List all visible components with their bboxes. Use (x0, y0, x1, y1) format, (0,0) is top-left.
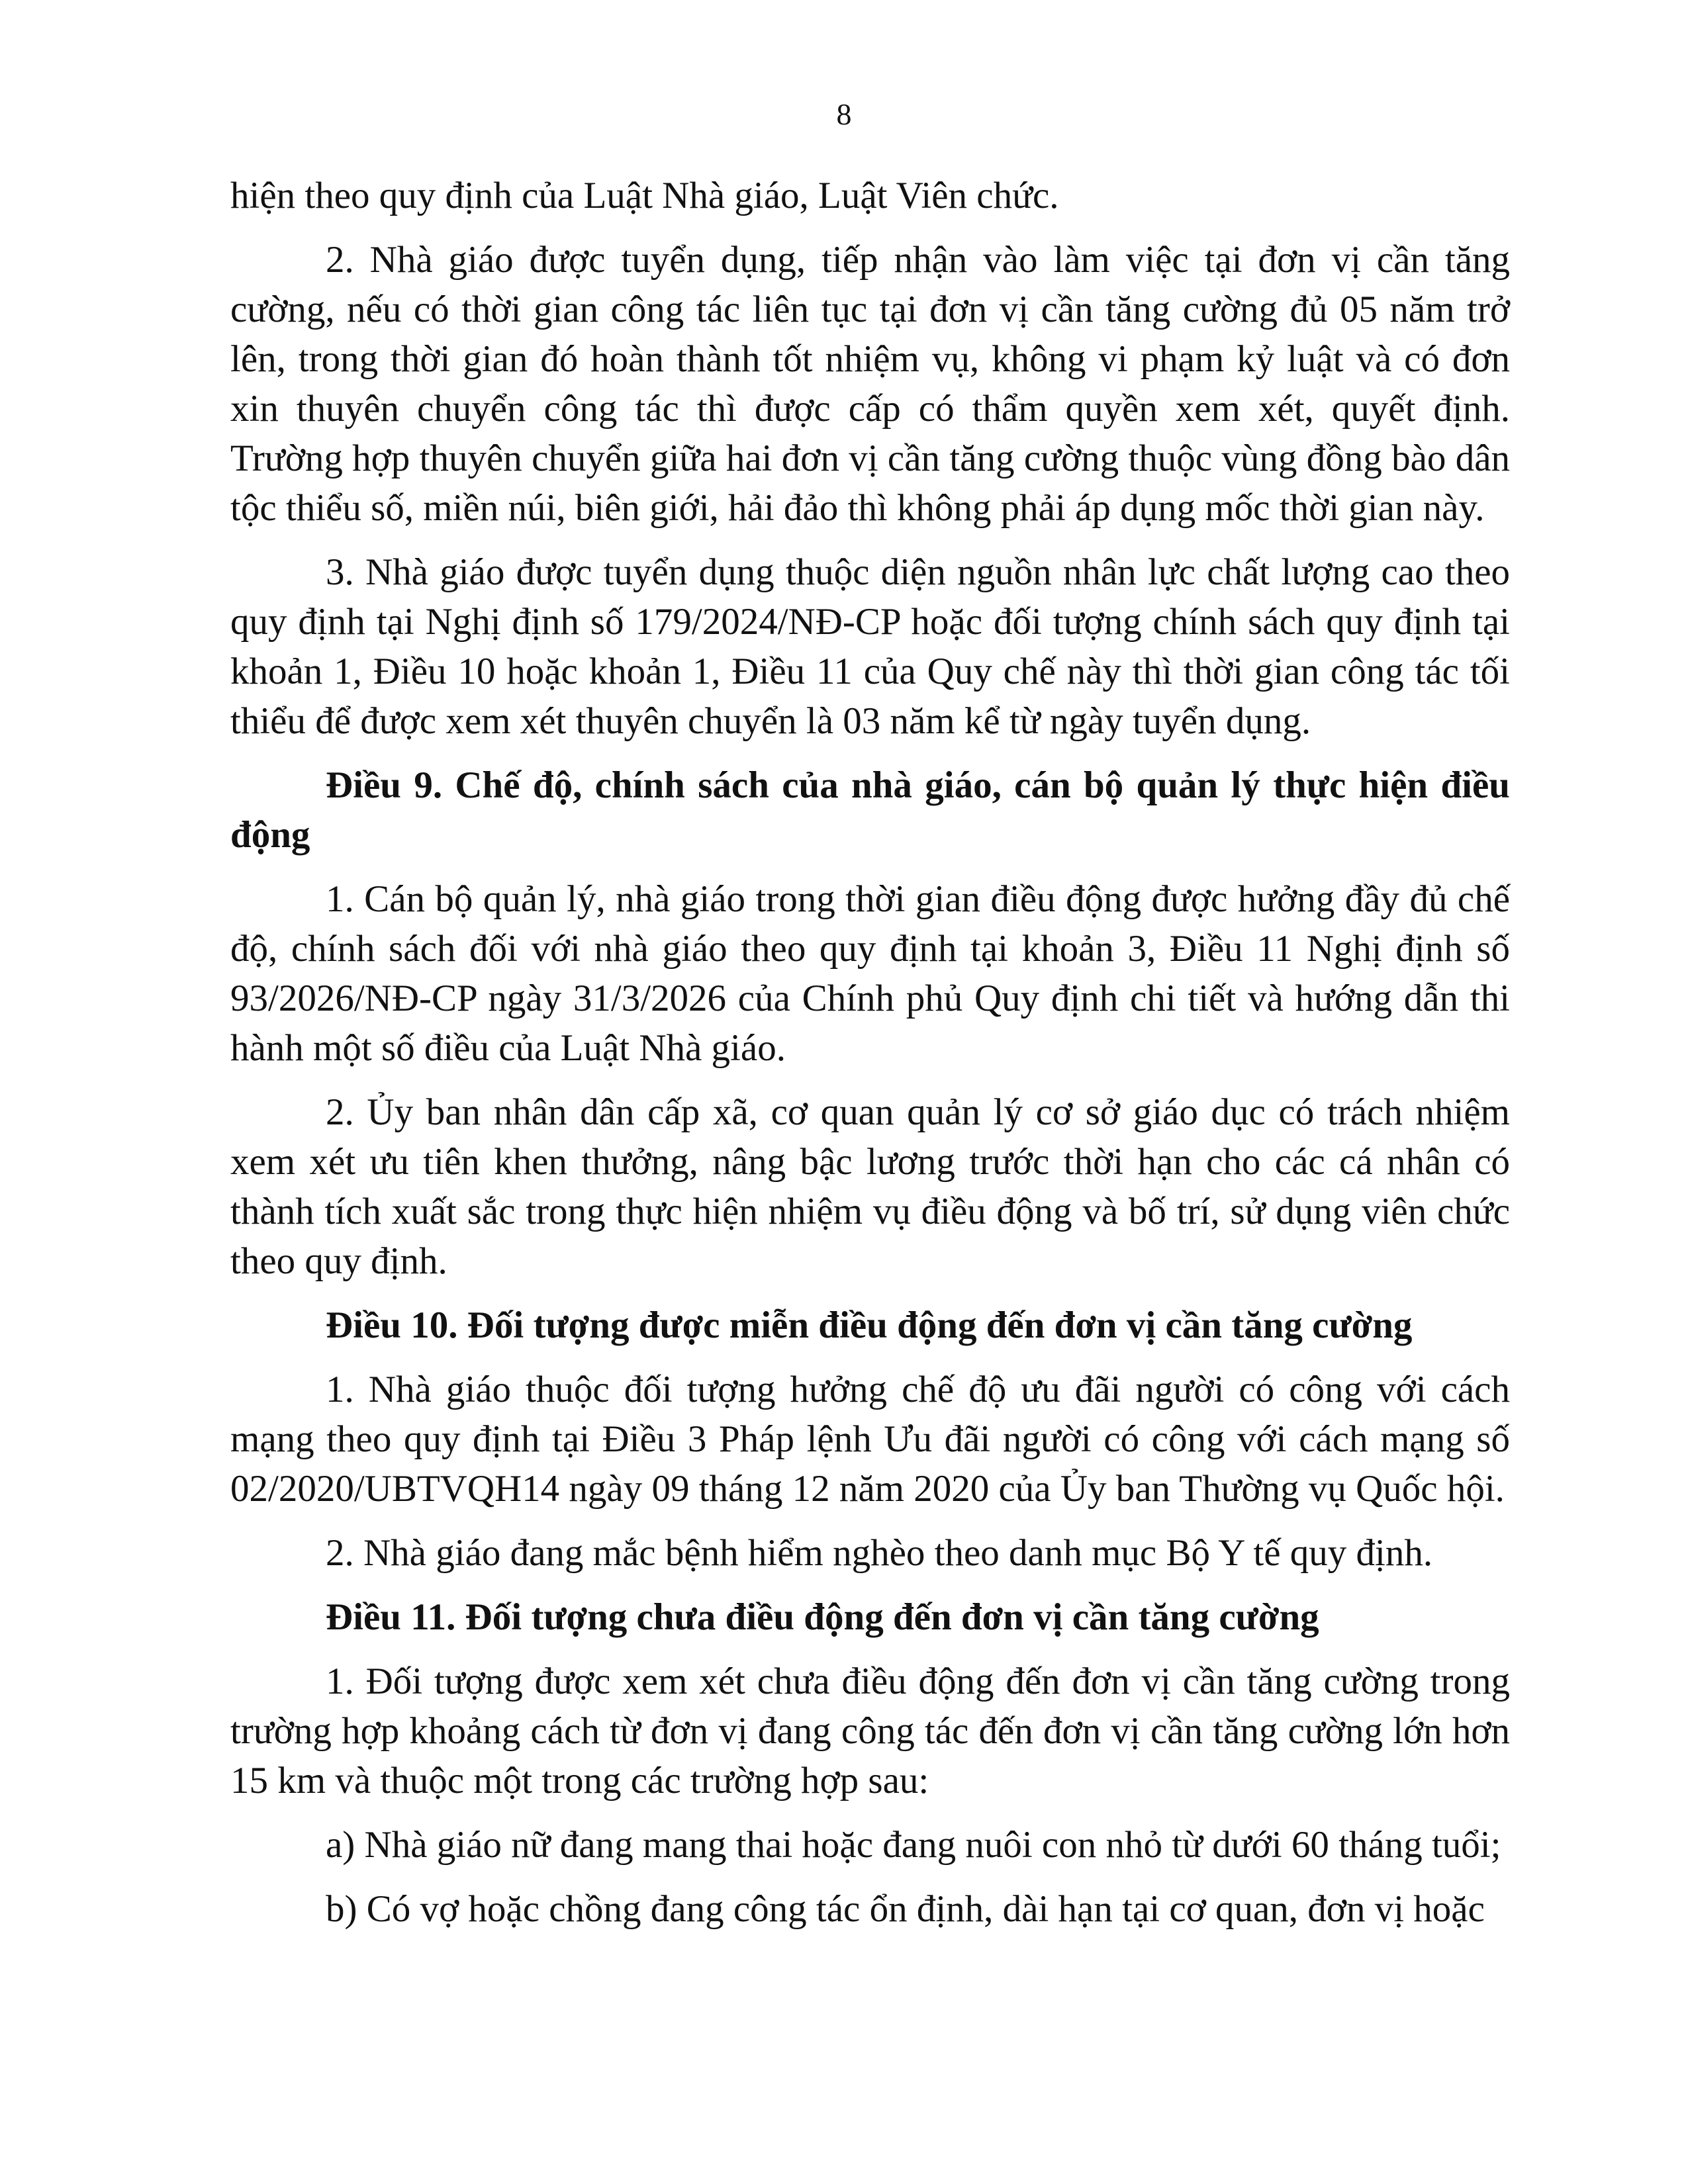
article-9-heading: Điều 9. Chế độ, chính sách của nhà giáo, cán bộ quản lý thực hiện điều động (230, 764, 1510, 856)
article-11-heading: Điều 11. Đối tượng chưa điều động đến đơn vị cần tăng cường (326, 1596, 1319, 1638)
article-11-item-a: a) Nhà giáo nữ đang mang thai hoặc đang nuôi con nhỏ từ dưới 60 tháng tuổi; (326, 1824, 1501, 1866)
paragraph-clause-3: 3. Nhà giáo được tuyển dụng thuộc diện nguồn nhân lực chất lượng cao theo quy định tại Nghị định số 179/2024/NĐ-CP hoặc đối tượng chính sách quy định tại khoản 1, Điều 10 hoặc khoản 1, Điều 11 của Quy chế này thì thời gian công tác tối thiểu để được xem xét thuyên chuyển là 03 năm kể từ ngày tuyển dụng. (230, 551, 1510, 742)
article-11-item-b: b) Có vợ hoặc chồng đang công tác ổn định, dài hạn tại cơ quan, đơn vị hoặc (326, 1888, 1485, 1930)
page-number: 8 (836, 97, 852, 131)
article-9-clause-2: 2. Ủy ban nhân dân cấp xã, cơ quan quản lý cơ sở giáo dục có trách nhiệm xem xét ưu tiên khen thưởng, nâng bậc lương trước thời hạn cho các cá nhân có thành tích xuất sắc trong thực hiện nhiệm vụ điều động và bố trí, sử dụng viên chức theo quy định. (230, 1091, 1510, 1282)
document-body (230, 171, 1510, 1948)
paragraph-continuation: hiện theo quy định của Luật Nhà giáo, Luật Viên chức. (230, 175, 1059, 216)
article-10-clause-1: 1. Nhà giáo thuộc đối tượng hưởng chế độ ưu đãi người có công với cách mạng theo quy định tại Điều 3 Pháp lệnh Ưu đãi người có công với cách mạng số 02/2020/UBTVQH14 ngày 09 tháng 12 năm 2020 của Ủy ban Thường vụ Quốc hội. (230, 1369, 1510, 1510)
paragraph-clause-2: 2. Nhà giáo được tuyển dụng, tiếp nhận vào làm việc tại đơn vị cần tăng cường, nếu có thời gian công tác liên tục tại đơn vị cần tăng cường đủ 05 năm trở lên, trong thời gian đó hoàn thành tốt nhiệm vụ, không vi phạm kỷ luật và có đơn xin thuyên chuyển công tác thì được cấp có thẩm quyền xem xét, quyết định. Trường hợp thuyên chuyển giữa hai đơn vị cần tăng cường thuộc vùng đồng bào dân tộc thiểu số, miền núi, biên giới, hải đảo thì không phải áp dụng mốc thời gian này. (230, 239, 1510, 529)
article-11-clause-1: 1. Đối tượng được xem xét chưa điều động đến đơn vị cần tăng cường trong trường hợp khoảng cách từ đơn vị đang công tác đến đơn vị cần tăng cường lớn hơn 15 km và thuộc một trong các trường hợp sau: (230, 1661, 1510, 1801)
article-9-clause-1: 1. Cán bộ quản lý, nhà giáo trong thời gian điều động được hưởng đầy đủ chế độ, chính sách đối với nhà giáo theo quy định tại khoản 3, Điều 11 Nghị định số 93/2026/NĐ-CP ngày 31/3/2026 của Chính phủ Quy định chi tiết và hướng dẫn thi hành một số điều của Luật Nhà giáo. (230, 878, 1510, 1069)
article-10-clause-2: 2. Nhà giáo đang mắc bệnh hiểm nghèo theo danh mục Bộ Y tế quy định. (326, 1532, 1433, 1574)
article-10-heading: Điều 10. Đối tượng được miễn điều động đến đơn vị cần tăng cường (326, 1304, 1413, 1346)
